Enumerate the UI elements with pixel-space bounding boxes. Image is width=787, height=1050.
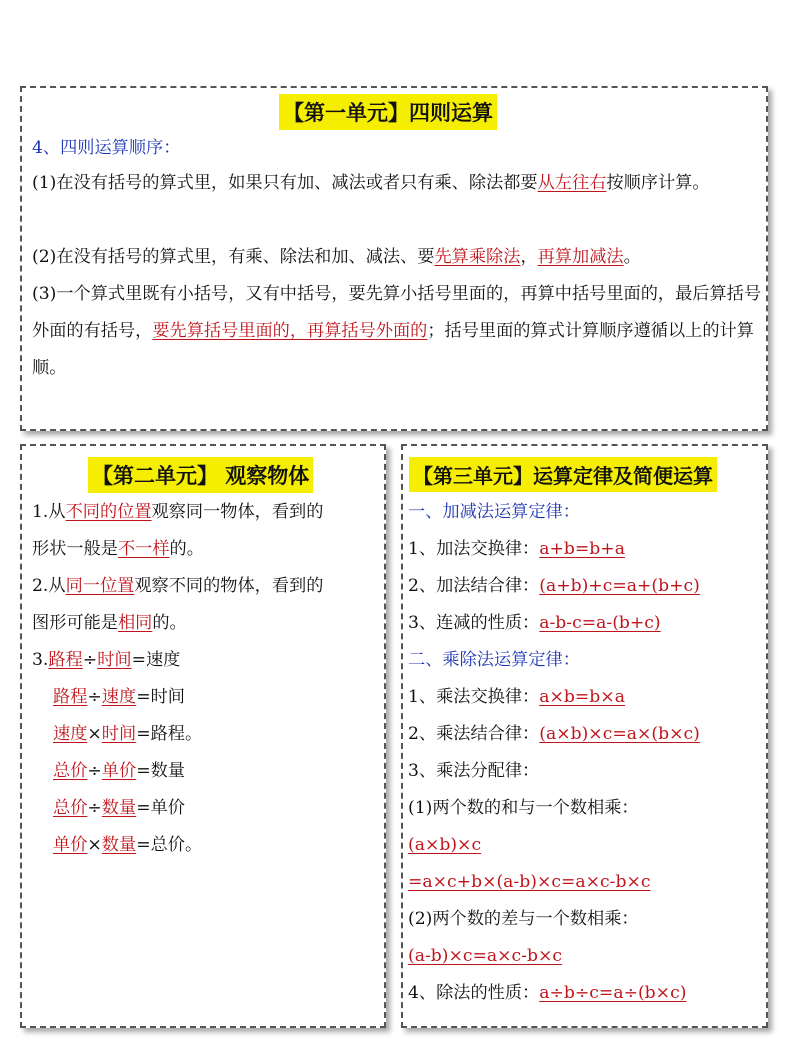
dist-label: 3、乘法分配律： (408, 761, 540, 781)
formula-result: =单价 (136, 798, 185, 818)
formula-term-a: 总价 (53, 798, 88, 818)
sub-label: 3、连减的性质： (408, 613, 540, 633)
p2-highlight-1: 先算乘除法 (434, 247, 521, 267)
formula-term-b: 时间 (101, 724, 137, 744)
formula-result: =路程。 (136, 724, 203, 744)
add-comm-label: 1、加法交换律： (408, 539, 540, 559)
p3-text-a: (3)一个算式里既有小括号，又有中括号，要先算小括号里面的，再算中括号里面的，最后算括号外面的有括号， (32, 284, 762, 341)
mul-comm-label: 1、乘法交换律： (408, 687, 540, 707)
l2-highlight: 不一样 (117, 539, 170, 559)
l3-b: 观察不同的物体，看到的 (134, 576, 324, 596)
l4-a: 图形可能是 (32, 613, 118, 633)
mul-comm-formula: a×b=b×a (539, 687, 625, 707)
l4-highlight: 相同 (117, 613, 153, 633)
formula-term-a: 总价 (53, 761, 88, 781)
mul-assoc-label: 2、乘法结合律： (408, 724, 540, 744)
dist1-text: (1)两个数的和与一个数相乘： (408, 798, 639, 818)
formula-operator: ÷ (87, 687, 102, 707)
formula-operator: ÷ (87, 761, 102, 781)
l2-b: 的。 (169, 539, 204, 559)
unit1-paragraph-2 (32, 239, 772, 276)
formula-term-a: 路程 (53, 687, 88, 707)
p1-highlight: 从左往右 (537, 173, 607, 193)
formula-term-b: 数量 (101, 798, 137, 818)
l3-highlight: 同一位置 (65, 576, 135, 596)
formula-row (32, 790, 382, 827)
p3-text-b: ；括号里面的算式计算顺序遵循以上的计算顺。 (32, 321, 754, 378)
formula-row (32, 827, 382, 864)
dist1-formula-2: =a×c+b×(a-b)×c=a×c-b×c (408, 872, 651, 892)
unit2-formula-list (32, 642, 382, 864)
sub-formula: a-b-c=a-(b+c) (539, 613, 661, 633)
unit2-point-1 (32, 494, 382, 642)
formula-row (32, 753, 382, 790)
formula-result: =数量 (136, 761, 185, 781)
add-assoc-label: 2、加法结合律： (408, 576, 540, 596)
p2-end: 。 (623, 247, 641, 267)
formula-row (32, 642, 382, 679)
add-comm-formula: a+b=b+a (539, 539, 625, 559)
mul-div-laws-heading: 二、乘除法运算定律： (408, 650, 580, 670)
formula-row (32, 679, 382, 716)
dist2-formula: (a-b)×c=a×c-b×c (408, 946, 563, 966)
formula-term-b: 时间 (97, 650, 132, 670)
div-label: 4、除法的性质： (408, 983, 540, 1003)
p1-text-b: 按顺序计算。 (606, 173, 710, 193)
add-assoc-formula: (a+b)+c=a+(b+c) (539, 576, 700, 596)
dist2-text: (2)两个数的差与一个数相乘： (408, 909, 639, 929)
formula-result: =速度 (131, 650, 181, 670)
add-sub-laws-heading: 一、加减法运算定律： (408, 502, 580, 522)
formula-term-b: 数量 (101, 835, 137, 855)
formula-term-b: 单价 (101, 761, 137, 781)
unit1-title: 【第一单元】四则运算 (279, 94, 497, 130)
unit1-paragraph-1 (32, 165, 762, 202)
formula-operator: × (87, 724, 102, 744)
unit2-panel (20, 444, 386, 1028)
unit1-paragraph-3 (32, 276, 762, 387)
l2-a: 形状一般是 (32, 539, 118, 559)
p2-highlight-2: 再算加减法 (537, 247, 624, 267)
l4-b: 的。 (152, 613, 187, 633)
unit3-panel (401, 444, 768, 1028)
unit3-title: 【第三单元】运算定律及简便运算 (409, 457, 717, 492)
p2-comma: ， (520, 247, 538, 267)
formula-prefix: 3. (32, 650, 49, 670)
l1-highlight: 不同的位置 (65, 502, 152, 522)
formula-term-a: 单价 (53, 835, 88, 855)
unit2-title: 【第二单元】 观察物体 (88, 457, 313, 493)
formula-result: =时间 (136, 687, 185, 707)
l1-b: 观察同一物体，看到的 (151, 502, 324, 522)
l3-a: 2.从 (32, 576, 66, 596)
formula-operator: × (87, 835, 102, 855)
unit1-subtitle: 4、四则运算顺序： (32, 138, 181, 158)
l1-a: 1.从 (32, 502, 66, 522)
dist1-formula-1: (a×b)×c (408, 835, 482, 855)
formula-operator: ÷ (87, 798, 102, 818)
p2-text-a: (2)在没有括号的算式里，有乘、除法和加、减法、要 (32, 247, 435, 267)
formula-result: =总价。 (136, 835, 203, 855)
formula-term-a: 速度 (53, 724, 88, 744)
formula-term-b: 速度 (101, 687, 137, 707)
p3-highlight: 要先算括号里面的，再算括号外面的 (152, 321, 428, 341)
unit3-content (408, 494, 768, 1012)
mul-assoc-formula: (a×b)×c=a×(b×c) (539, 724, 700, 744)
unit1-panel (20, 86, 768, 431)
formula-term-a: 路程 (48, 650, 83, 670)
formula-operator: ÷ (82, 650, 98, 670)
formula-row (32, 716, 382, 753)
div-formula: a÷b÷c=a÷(b×c) (539, 983, 687, 1003)
p1-text-a: (1)在没有括号的算式里，如果只有加、减法或者只有乘、除法都要 (32, 173, 538, 193)
